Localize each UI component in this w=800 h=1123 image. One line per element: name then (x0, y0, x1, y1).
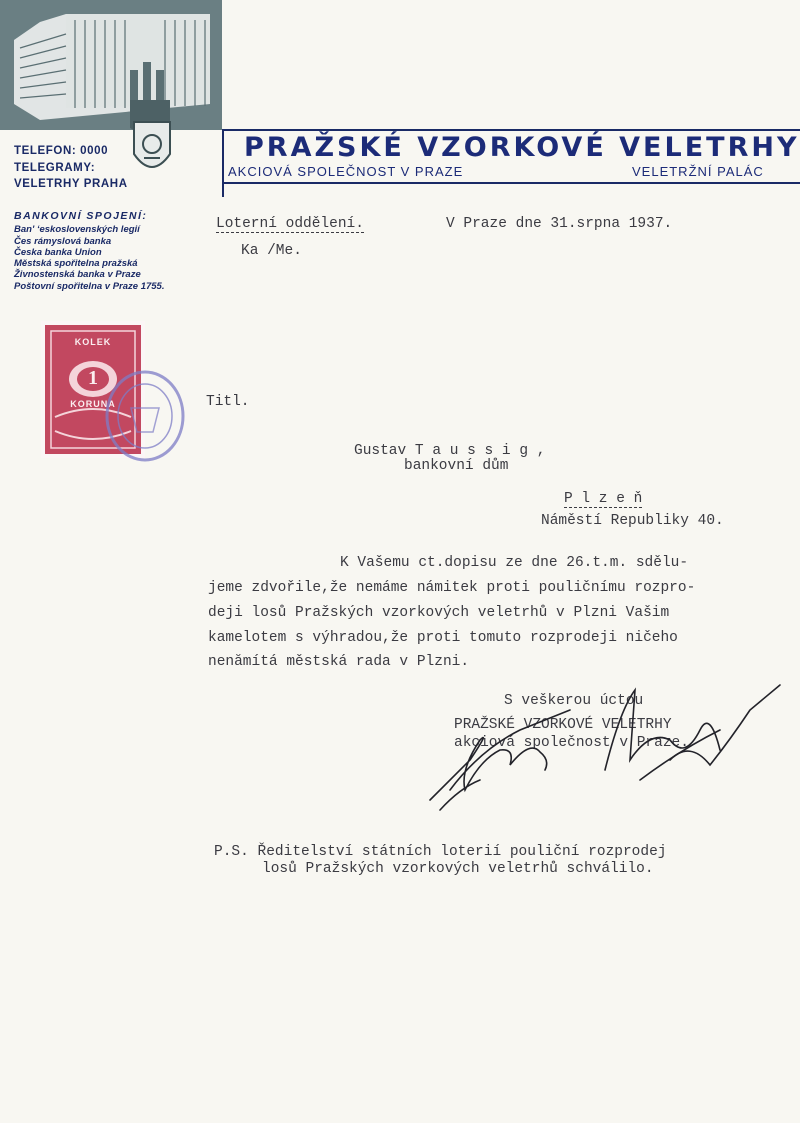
bank-line: Čes rámyslová banka (14, 235, 112, 247)
city-text: P l z e ň (564, 491, 643, 507)
company-name: PRAŽSKÉ VZORKOVÉ VELETRHY (244, 132, 800, 163)
company-subtitle: AKCIOVÁ SPOLEČNOST V PRAZE (228, 164, 464, 179)
body-line: kamelotem s výhradou,že proti tomuto rozprodeji ničeho (208, 630, 678, 646)
bank-line: Česka banka Union (14, 246, 102, 258)
stamp-top: KOLEK (74, 337, 112, 347)
recipient-desc: bankovní dům (404, 458, 509, 474)
phone: TELEFON: 0000 (14, 145, 109, 157)
recipient-address: Náměstí Republiky 40. (541, 513, 724, 529)
body-line: jeme zdvořile,že nemáme námitek proti pouličnímu rozpro- (208, 580, 696, 596)
letterhead-rule (222, 129, 800, 131)
letterhead-rule-bottom (222, 182, 800, 184)
letter-date: V Praze dne 31.srpna 1937. (446, 216, 673, 232)
bank-line: Poštovní spořitelna v Praze 1755. (14, 280, 165, 292)
company-place: VELETRŽNÍ PALÁC (632, 164, 764, 179)
postscript-line: losů Pražských vzorkových veletrhů schválilo. (262, 861, 654, 877)
recipient-city (564, 491, 642, 507)
reference: Ka /Me. (241, 243, 302, 259)
stamp-value: 1 (88, 367, 98, 389)
bank-title: BANKOVNÍ SPOJENÍ: (14, 210, 148, 222)
letterhead-rule-left (222, 129, 224, 197)
salutation: Titl. (206, 394, 250, 410)
building-logo-icon (0, 0, 222, 130)
signature-company: PRAŽSKÉ VZORKOVÉ VELETRHY (454, 717, 672, 733)
department (216, 216, 364, 232)
closing: S veškerou úctou (504, 693, 644, 709)
bank-line: Městská spořitelna pražská (14, 258, 138, 270)
body-line: nenămítá městská rada v Plzni. (208, 654, 470, 670)
telegram-address: VELETRHY PRAHA (14, 178, 128, 190)
stamp-bottom: KORUNA (70, 399, 116, 409)
body-line: K Vašemu ct.dopisu ze dne 26.t.m. sdělu- (340, 555, 689, 571)
bank-connections (14, 211, 164, 292)
seal-stamp-icon (101, 368, 185, 468)
signature-subtitle: akciová společnost v Praze. (454, 735, 689, 751)
recipient-name: Gustav T a u s s i g , (354, 443, 546, 459)
body-line: deji losů Pražských vzorkových veletrhů v Plzni Vašim (208, 605, 670, 621)
bank-line: Živnostenská banka v Praze (14, 269, 141, 281)
handwritten-signature-icon (420, 670, 800, 840)
postscript-line: P.S. Ředitelství státních loterií pouliční rozprodej (214, 844, 667, 860)
telegrams-label: TELEGRAMY: (14, 161, 96, 174)
bank-line: Ban' ‘eskoslovenských legií (14, 224, 140, 236)
department-text: Loterní oddělení. (216, 216, 364, 232)
letterhead-contact (14, 143, 128, 193)
crest-icon (130, 118, 174, 180)
